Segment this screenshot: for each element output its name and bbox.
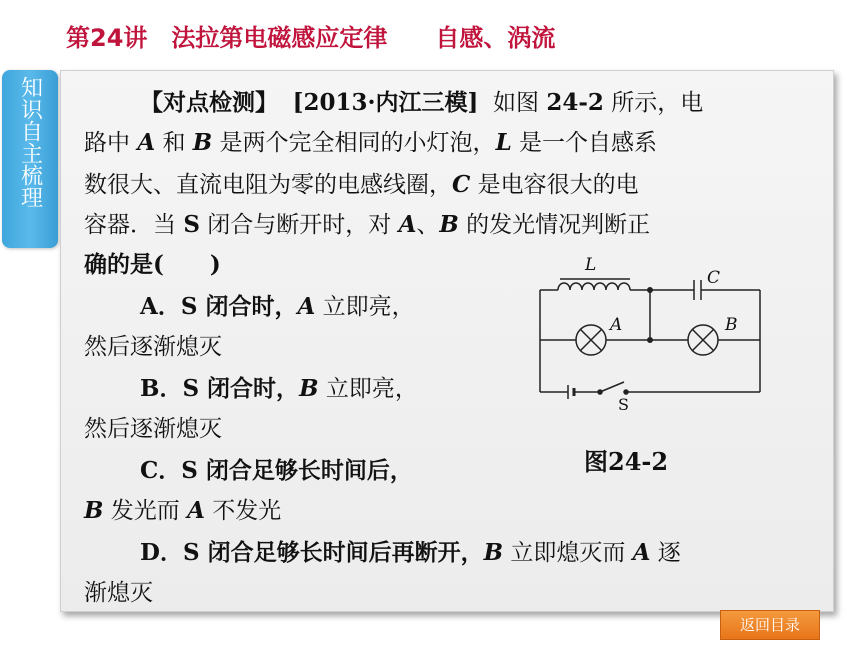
text: 立即熄灭而 <box>503 540 633 566</box>
switch-blade <box>600 382 624 392</box>
option-b-line-2[interactable]: 然后逐渐熄灭 <box>84 416 222 442</box>
text: 如图 <box>493 90 547 116</box>
var: L <box>495 129 512 156</box>
text: 容器．当 <box>84 212 184 238</box>
figure-caption: 图24-2 <box>584 447 669 476</box>
var: A <box>187 497 205 524</box>
text: S <box>183 211 200 238</box>
option-c-line-2[interactable] <box>84 492 281 525</box>
var: B <box>192 129 213 156</box>
question-line-4 <box>84 206 650 239</box>
question-source: [2013·内江三模] <box>292 89 479 116</box>
text: 是两个完全相同的小灯泡， <box>212 130 496 156</box>
var: A <box>632 539 651 566</box>
text: 数很大、直流电阻为零的电感线圈， <box>84 172 452 198</box>
text: 24-2 <box>546 89 604 116</box>
question-line-1 <box>140 84 703 117</box>
option-b-line-1[interactable] <box>140 370 418 403</box>
text: 发光而 <box>103 498 188 524</box>
circuit-diagram <box>530 250 770 420</box>
text: 路中 <box>84 130 138 156</box>
var: B <box>439 211 459 238</box>
junction-dot <box>647 287 653 293</box>
text: 所示，电 <box>603 90 704 116</box>
var: C <box>452 171 471 198</box>
label-c: C <box>707 268 721 288</box>
question-line-3 <box>84 166 639 199</box>
option-d-line-1[interactable] <box>140 534 681 567</box>
var: B <box>299 375 319 402</box>
text: 不发光 <box>204 498 282 524</box>
junction-dot <box>647 337 653 343</box>
option-c-line-1[interactable]: C．S 闭合足够长时间后， <box>140 457 413 484</box>
sidebar-tab[interactable] <box>2 70 58 248</box>
var: A <box>297 293 316 320</box>
text: 是电容很大的电 <box>470 172 639 198</box>
sidebar-tab-label: 知识自主梳理 <box>17 76 43 208</box>
text: 的发光情况判断正 <box>458 212 651 238</box>
var: A <box>398 211 417 238</box>
option-a-line-2[interactable]: 然后逐渐熄灭 <box>84 334 222 360</box>
text: 立即亮， <box>315 294 415 320</box>
var: B <box>84 497 104 524</box>
label-b: B <box>725 315 738 335</box>
inductor-coil <box>558 283 630 290</box>
option-a-line-1[interactable] <box>140 288 415 321</box>
option-d-line-2[interactable]: 渐熄灭 <box>84 580 153 606</box>
text: D．S 闭合足够长时间后再断开， <box>140 539 484 566</box>
text: 和 <box>155 130 193 156</box>
text: B．S 闭合时， <box>140 375 300 402</box>
label-s: S <box>618 395 629 414</box>
var: B <box>483 539 504 566</box>
text: 、 <box>416 212 440 238</box>
text: 是一个自感系 <box>511 130 658 156</box>
text: A．S 闭合时， <box>140 293 298 320</box>
label-a: A <box>610 315 623 335</box>
question-tag: 【对点检测】 <box>140 89 278 116</box>
label-l: L <box>585 255 597 275</box>
question-line-2 <box>84 124 657 157</box>
page-title: 第24讲 法拉第电磁感应定律 自感、涡流 <box>66 24 556 52</box>
back-to-contents-button[interactable]: 返回目录 <box>720 610 820 640</box>
question-line-5: 确的是( ) <box>84 251 221 278</box>
text: 闭合与断开时，对 <box>199 212 399 238</box>
text: 立即亮， <box>318 376 418 402</box>
var: A <box>137 129 156 156</box>
text: 逐 <box>650 540 681 566</box>
